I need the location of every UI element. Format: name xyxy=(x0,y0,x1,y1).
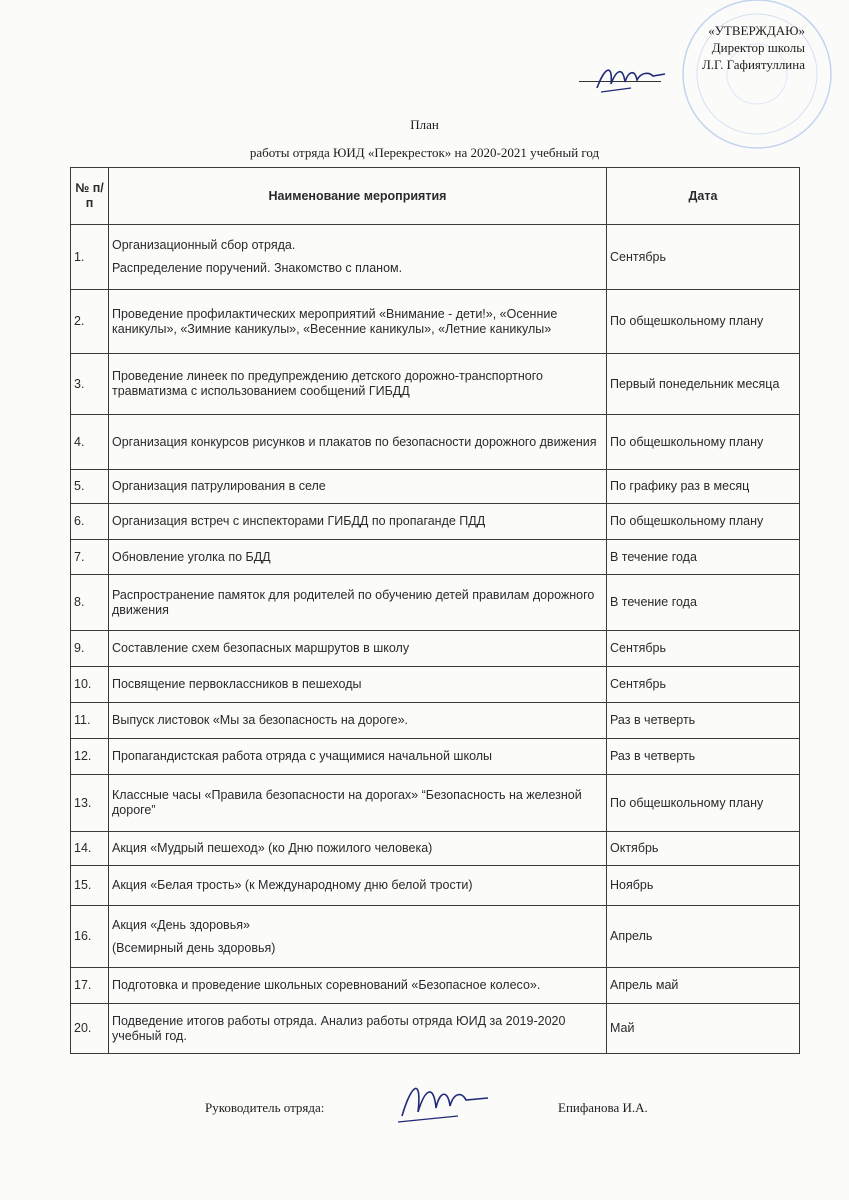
table-row: 3. Проведение линеек по предупреждению детского дорожно-транспортного травматизма с использованием сообщений ГИБДД Первый понедельник месяца xyxy=(71,354,800,415)
leader-signature-icon xyxy=(388,1072,498,1132)
table-row: 20. Подведение итогов работы отряда. Анализ работы отряда ЮИД за 2019-2020 учебный год. Май xyxy=(71,1004,800,1054)
table-row: 16. Акция «День здоровья» (Всемирный день здоровья) Апрель xyxy=(71,906,800,968)
approval-position: Директор школы xyxy=(711,40,805,55)
page-title: План xyxy=(410,117,439,132)
leader-name: Епифанова И.А. xyxy=(558,1100,648,1115)
approval-block xyxy=(545,22,805,73)
table-row: 11. Выпуск листовок «Мы за безопасность на дороге». Раз в четверть xyxy=(71,703,800,739)
table-row: 13. Классные часы «Правила безопасности на дорогах» “Безопасность на железной дороге” По общешкольному плану xyxy=(71,775,800,832)
page-subtitle: работы отряда ЮИД «Перекресток» на 2020-2021 учебный год xyxy=(249,145,600,160)
table-row: 7. Обновление уголка по БДД В течение года xyxy=(71,540,800,575)
director-signature-icon xyxy=(591,58,671,98)
table-row: 8. Распространение памяток для родителей по обучению детей правилам дорожного движения В течение года xyxy=(71,575,800,631)
table-row: 4. Организация конкурсов рисунков и плакатов по безопасности дорожного движения По общешкольному плану xyxy=(71,415,800,470)
table-row: 6. Организация встреч с инспекторами ГИБДД по пропаганде ПДД По общешкольному плану xyxy=(71,504,800,540)
event-cell: Организационный сбор отряда. Распределение поручений. Знакомство с планом. xyxy=(109,225,607,290)
approval-stamp: «УТВЕРЖДАЮ» xyxy=(708,23,805,38)
table-row: 15. Акция «Белая трость» (к Международному дню белой трости) Ноябрь xyxy=(71,866,800,906)
leader-label: Руководитель отряда: xyxy=(205,1100,325,1115)
table-row: 14. Акция «Мудрый пешеход» (ко Дню пожилого человека) Октябрь xyxy=(71,832,800,866)
table-row: 9. Составление схем безопасных маршрутов в школу Сентябрь xyxy=(71,631,800,667)
table-row: 17. Подготовка и проведение школьных соревнований «Безопасное колесо». Апрель май xyxy=(71,968,800,1004)
event-cell: Акция «День здоровья» (Всемирный день здоровья) xyxy=(109,906,607,968)
table-row: 10. Посвящение первоклассников в пешеходы Сентябрь xyxy=(71,667,800,703)
table-row: 2. Проведение профилактических мероприятий «Внимание - дети!», «Осенние каникулы», «Зимние каникулы», «Весенние каникулы», «Летние каникулы» По общешкольному плану xyxy=(71,290,800,354)
table-header-row xyxy=(71,168,800,225)
plan-table xyxy=(70,167,800,1054)
header-date: Дата xyxy=(607,168,800,225)
header-num: № п/п xyxy=(71,168,109,225)
approval-name: Л.Г. Гафиятуллина xyxy=(701,57,805,72)
table-row: 5. Организация патрулирования в селе По графику раз в месяц xyxy=(71,470,800,504)
table-row: 1. Организационный сбор отряда. Распределение поручений. Знакомство с планом. Сентябрь xyxy=(71,225,800,290)
table-row: 12. Пропагандистская работа отряда с учащимися начальной школы Раз в четверть xyxy=(71,739,800,775)
header-event: Наименование мероприятия xyxy=(109,168,607,225)
